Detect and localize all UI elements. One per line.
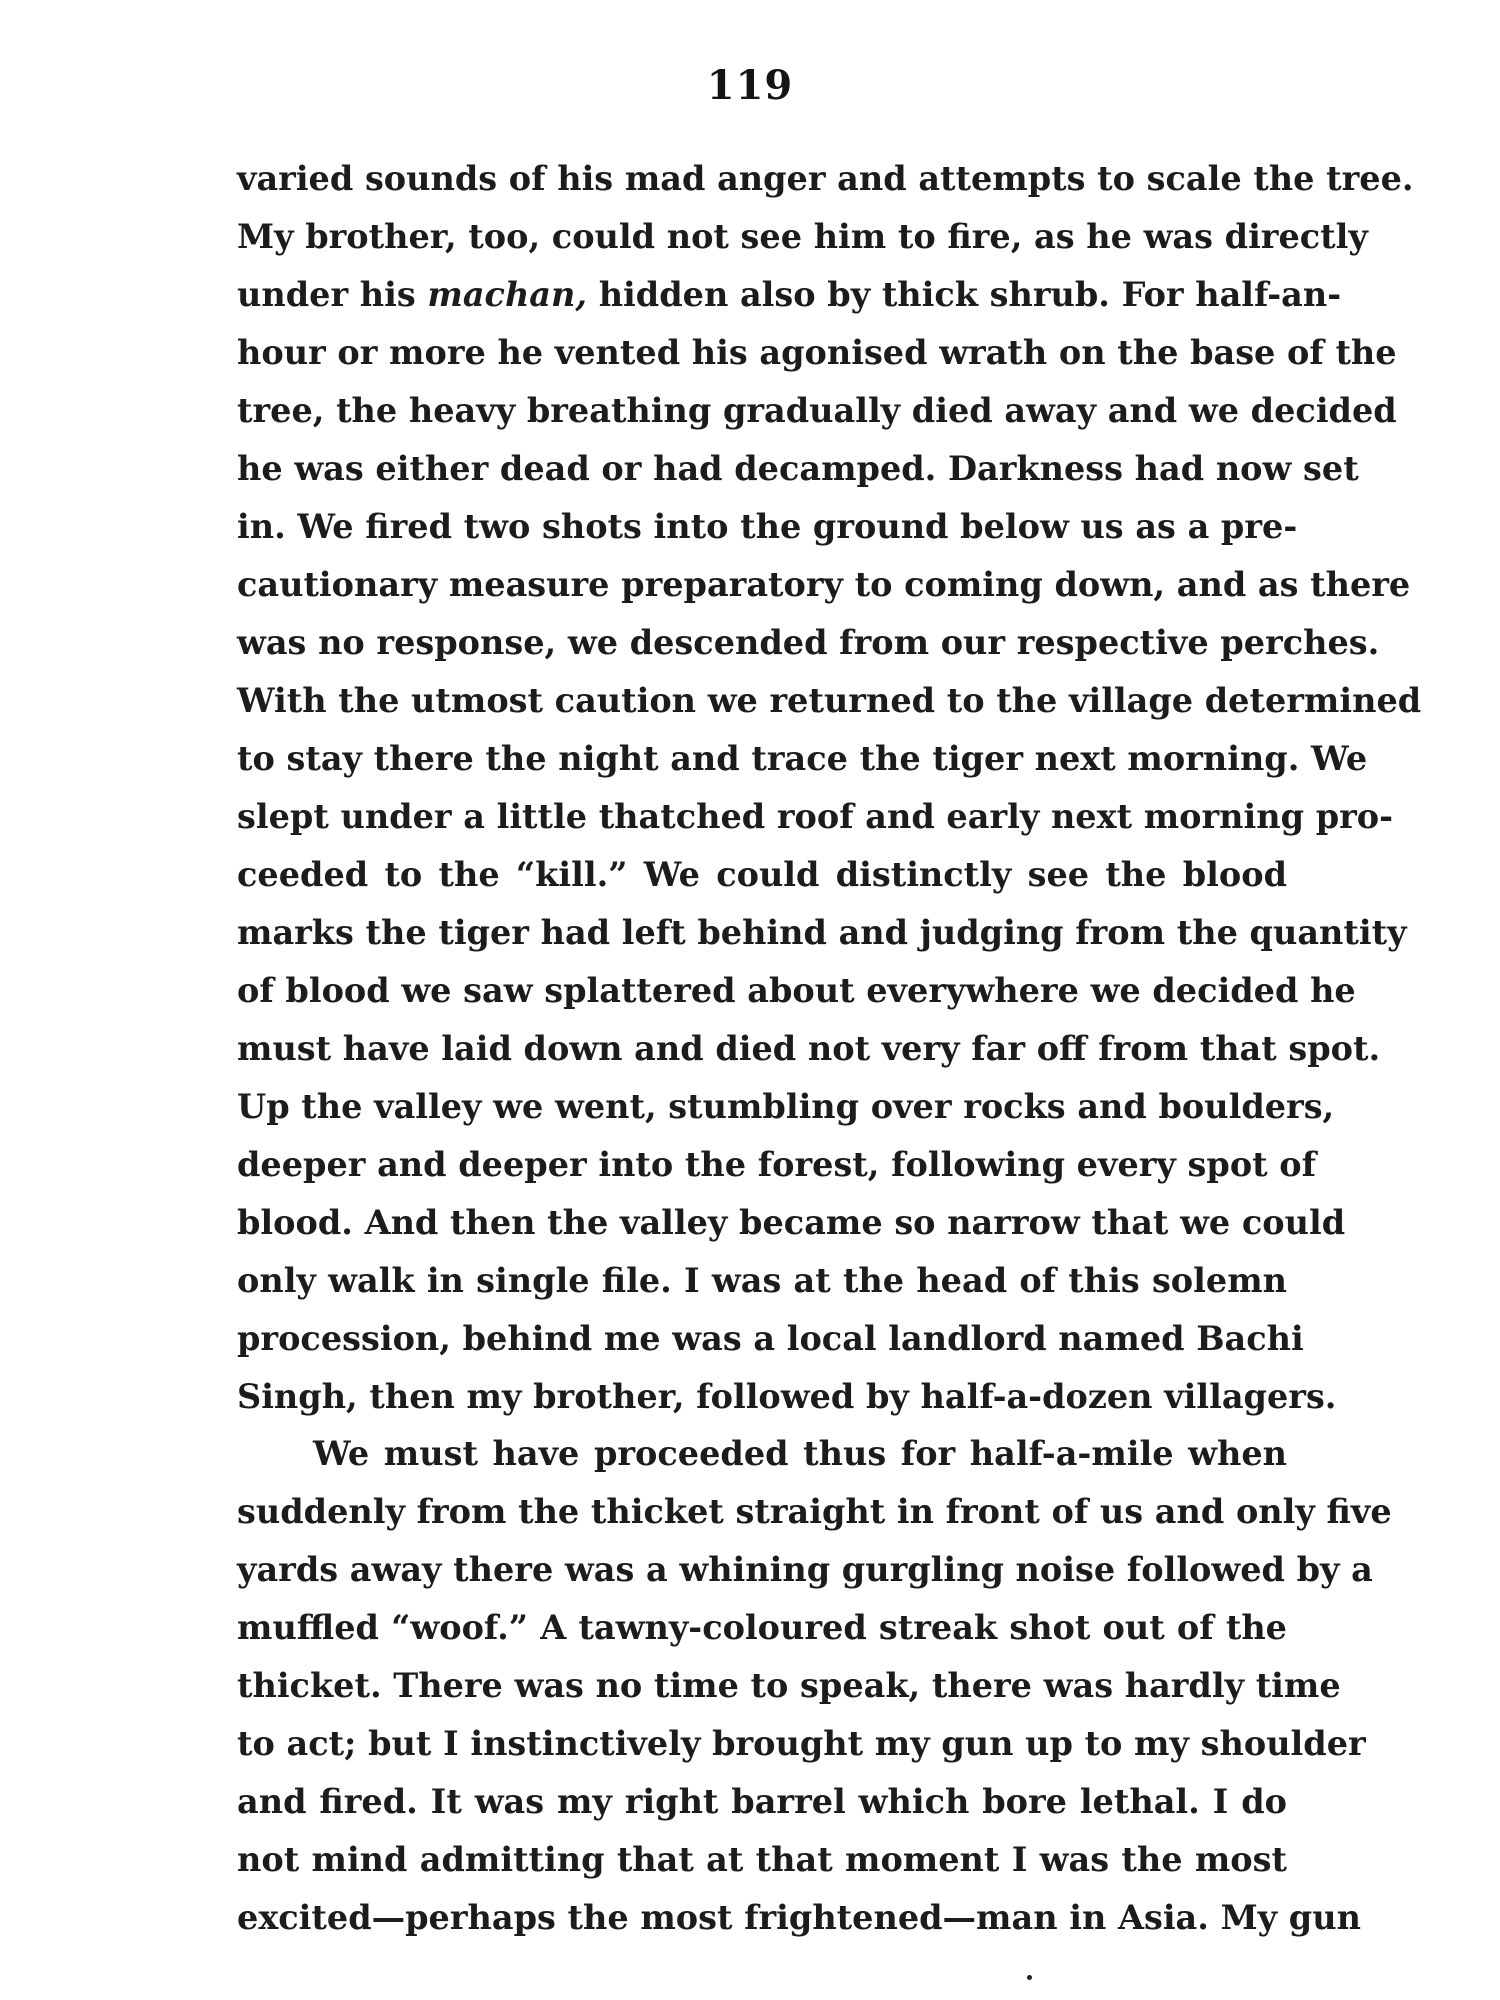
page-number: 119 [706, 62, 794, 109]
text-line: hour or more he vented his agonised wrath on the base of the [237, 333, 1397, 372]
text-fragment: under his [237, 275, 416, 314]
text-line: blood. And then the valley became so narrow that we could [237, 1203, 1346, 1242]
text-line: My brother, too, could not see him to fire, as he was directly [237, 217, 1368, 256]
text-line: yards away there was a whining gurgling noise followed by a [237, 1550, 1373, 1589]
text-line: must have laid down and died not very far off from that spot. [237, 1029, 1381, 1068]
ink-speck [1027, 1975, 1032, 1980]
text-line: muffled “woof.” A tawny-coloured streak shot out of the [237, 1608, 1287, 1647]
text-line: Singh, then my brother, followed by half-a-dozen villagers. [237, 1377, 1337, 1416]
text-line: slept under a little thatched roof and early next morning pro- [237, 797, 1394, 836]
text-line: excited—perhaps the most frightened—man in Asia. My gun [237, 1898, 1361, 1937]
text-line: to act; but I instinctively brought my gun up to my shoulder [237, 1724, 1366, 1763]
text-line: only walk in single file. I was at the head of this solemn [237, 1261, 1287, 1300]
text-line: thicket. There was no time to speak, there was hardly time [237, 1666, 1341, 1705]
text-line: to stay there the night and trace the tiger next morning. We [237, 739, 1368, 778]
text-line: cautionary measure preparatory to coming down, and as there [237, 565, 1411, 604]
text-line: in. We fired two shots into the ground below us as a pre- [237, 507, 1298, 546]
text-line: procession, behind me was a local landlord named Bachi [237, 1319, 1304, 1358]
text-line: suddenly from the thicket straight in front of us and only five [237, 1492, 1392, 1531]
text-line: deeper and deeper into the forest, following every spot of [237, 1145, 1317, 1184]
text-line: was no response, we descended from our respective perches. [237, 623, 1380, 662]
text-fragment: hidden also by thick shrub. For half-an- [598, 275, 1342, 314]
text-line: tree, the heavy breathing gradually died away and we decided [237, 391, 1397, 430]
paragraph-1 [237, 150, 1422, 1426]
text-line: With the utmost caution we returned to the village determined [237, 681, 1422, 720]
text-line: not mind admitting that at that moment I was the most [237, 1840, 1287, 1879]
text-line: marks the tiger had left behind and judging from the quantity [237, 913, 1407, 952]
italic-term: machan, [427, 275, 588, 314]
text-line: We must have proceeded thus for half-a-mile when [313, 1434, 1287, 1473]
text-line: he was either dead or had decamped. Darkness had now set [237, 449, 1359, 488]
text-line: Up the valley we went, stumbling over rocks and boulders, [237, 1087, 1335, 1126]
text-line: ceeded to the “kill.” We could distinctly see the blood [237, 855, 1287, 894]
text-line: and fired. It was my right barrel which bore lethal. I do [237, 1782, 1287, 1821]
paragraph-2 [237, 1425, 1392, 1947]
text-line: varied sounds of his mad anger and attempts to scale the tree. [237, 159, 1414, 198]
text-line-with-italic [237, 266, 1342, 324]
text-line: of blood we saw splattered about everywhere we decided he [237, 971, 1356, 1010]
